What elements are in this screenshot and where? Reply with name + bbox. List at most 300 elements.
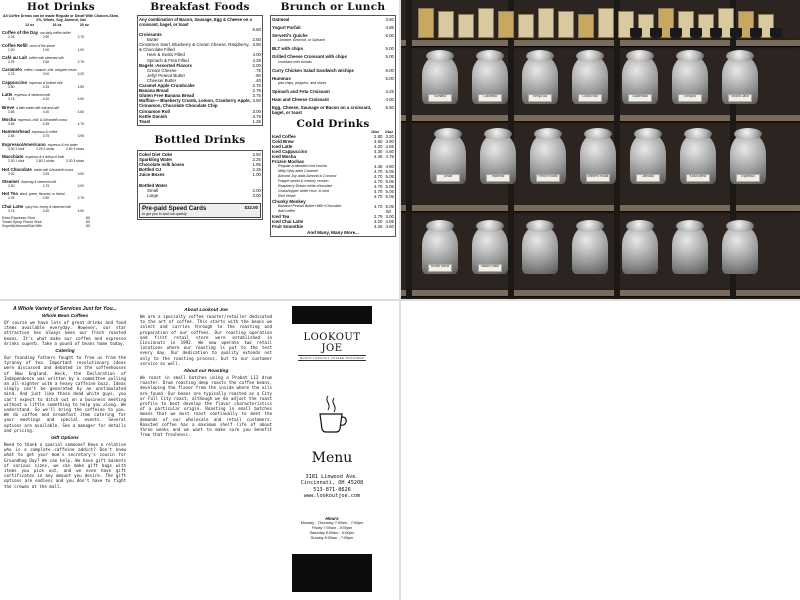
extra-row [2,224,120,228]
hot-drink-price: 3.75 [8,208,15,213]
brochure-section-text: Need to thank a special someone? Have a relative who is a complete caffeine addict? Don't know what to get your mom's secretary's cousin for Groundhog Day? We can help. We have gift baskets of various sizes, we can make gift bags with items you pick out, and we even have gift certificates in any amount you desire. The gift options are endless and you don't have to fight the crowds at the mall. [4,442,126,489]
breakfast-item-name: Bagels -Assorted Flavors [139,62,192,68]
canister-lid [534,128,562,140]
hot-drink-item [2,117,120,126]
cold-price-24: 5.05 [385,179,394,185]
brunch-item-cell [272,46,303,51]
coffee-bag [438,11,454,38]
hot-drink-price: 4.20 [42,97,50,102]
bottled-item-price: 2.25 [252,167,261,173]
address-line: 3181 Linwood Ave. [305,474,359,480]
hot-drink-prices [2,60,120,64]
cold-price-16: 4.20 [373,144,383,150]
hot-drink-price: 2.80 3 shots [66,146,84,151]
coffee-label-card: Kona Blend [686,174,710,182]
hot-drink-price: 2.25 2 shots [36,146,55,151]
cold-price-24: 5.05 [385,184,394,190]
hot-drink-prices [2,159,120,163]
coffee-label-card: Sumatra [428,94,452,102]
brunch-item-desc: croissant with tomato [278,59,312,64]
cold-item-name: Red Velvet [278,194,296,199]
brunch-row [272,97,394,102]
breakfast-item-price: 3.50 [252,98,261,104]
breakfast-item-name: Spinach & Feta Filled [147,57,189,63]
cold-item-name: Frozen Mochas [272,159,304,165]
breakfast-item-name: Cream Cheese [147,67,177,73]
hot-drink-name: Steamer [2,178,20,184]
hot-drink-name: Espresso/Americano [2,141,46,147]
coffee-label-card: Italian Roast [478,264,502,272]
coffee-shelf-photo [400,0,800,300]
cold-item-name: Raspberry Dream white chocolate [278,184,333,189]
hot-drink-name: Hot Chocolate [2,166,32,172]
brunch-title: Brunch or Lunch [280,1,386,13]
breakfast-item-price: .75 [254,67,261,73]
hot-drink-price: 4.60 [77,109,84,114]
breakfast-box [137,15,263,126]
hot-drink-desc: espresso & coffee [31,130,58,135]
cold-item-name: Milky Way adds Caramel [278,169,318,174]
hot-drink-prices [2,172,120,176]
canister-lid [676,50,704,62]
hot-drink-prices [2,35,120,39]
hours-line: Sunday 8:00am - 7:00pm [310,536,354,540]
cold-price-24: 5.05 [385,189,394,195]
brunch-item-cell [272,54,347,64]
shelf-board [400,115,800,121]
brochure-section-text: Of course we have lots of great drinks and food items available everyday. However, our star attraction has always been our fresh roasted beans. It's what make our coffee and espresso drinks superb. Take a pound of beans home today. [4,320,126,346]
cold-list [272,134,394,229]
cold-item-name: Regular a blended iced mocha [278,164,327,169]
cold-price-24: 5.05 [385,174,394,180]
bottled-water-name: Bottled Water [139,183,168,189]
hot-drink-prices [2,97,120,101]
hot-drink-price: 2.75 [77,196,84,201]
cold-item-name: Iced Chai Latte [272,219,304,225]
hot-drink-prices [2,110,120,114]
cold-price-16: 4.45 [373,164,383,170]
brunch-item-cell [272,33,325,43]
bottled-box [137,150,263,220]
hot-drink-name: Coffee Refill [2,42,28,48]
coffee-bag [538,8,554,38]
hot-drink-desc: none of the above [29,43,56,48]
cold-item-name: Banana+Peanut Butter+Milk+Chocolate [278,204,342,209]
extra-price: .50 [85,219,90,224]
water-large-label: Large [147,193,159,199]
hot-drink-name: Mocha [2,116,16,122]
hot-drink-price: 4.25 [42,84,50,89]
hot-drink-desc: our daily coffee buffet [40,31,71,36]
brunch-item-cell [272,25,301,30]
breakfast-item-price: 4.00 [252,52,261,58]
brunch-item-price: 4.95 [385,25,394,31]
hot-drink-price: 3.00 [42,72,50,77]
brochure-section-title: Whole Bean Coffees [41,314,89,319]
cold-item-name: Almond Joy adds Almond & Coconut [278,174,337,179]
coffee-label-card: Ethiopia [678,94,702,102]
hot-drink-price: 3.85 [8,109,15,114]
cold-price-24: 3.90 [385,139,394,145]
size-label: 16 oz [52,22,62,27]
breakfast-intro-price: 5.50 [252,27,261,32]
menu-panel-bottom [400,300,800,600]
cold-item-name: Iced Mocha [272,154,296,160]
brunch-item-cell [272,17,289,22]
hot-drink-price: 3.80 [8,84,15,89]
extra-price: .50 [85,224,90,229]
cold-item-name: Fruit Smoothie [272,224,303,230]
hot-drink-price: 4.35 [42,121,50,126]
hot-drink-prices [2,122,120,126]
water-small-price: 2.00 [252,188,261,194]
address-line: Cincinnati, OH 45208 [300,480,364,487]
coffee-label-card: Hazelnut [486,174,510,182]
breakfast-item-name: Kettle Danish [139,113,168,119]
coffee-label-card: Kenya AA [528,94,552,102]
mug [730,28,742,38]
hot-drink-price: 3.00 [77,183,84,188]
hot-drink-price: 2.50 [42,35,50,40]
brochure-section-title: About Lookout Joe [184,308,228,313]
bottled-item-name: Sparkling Water [139,156,173,162]
hot-drinks-column [0,0,122,229]
brochure-section-title: Catering [55,349,75,355]
cold-item-name: Iced Coffee [272,134,296,140]
hot-drink-name: Cappuccino [2,79,28,85]
coffee-label-card: House Blend [428,264,452,272]
hot-drink-name: Breve [2,104,15,110]
hot-drink-price: 3.25 [77,72,84,77]
cold-price-24: 4.55 [385,219,394,225]
brunch-column [268,0,398,238]
hot-drinks-list [2,30,120,212]
hot-drink-item [2,154,120,163]
brunch-item-price: 6.00 [385,67,394,73]
canister-lid [584,128,612,140]
services-column [4,306,126,492]
about-sections [140,308,272,437]
bottled-item-name: Bottled OJ [139,167,162,173]
address-line: www.lookoutjoe.com [303,493,361,500]
coffee-label-card: Espresso [736,174,760,182]
hot-drink-desc: espresso & frothed milk [29,80,63,85]
breakfast-intro-text: Any combination of Bacon, Sausage, Egg & Cheese on a croissant, bagel, or toast [139,17,252,27]
hot-drink-item [2,191,120,200]
hot-drink-name: Caramelo [2,67,23,73]
breakfast-item-price: 1.25 [252,118,261,124]
brunch-row [272,54,394,64]
brunch-item-cell [272,89,330,94]
shelf-post [406,0,412,300]
breakfast-item-name: Cheese/ Butter [147,77,177,83]
bottled-item-price: 2.50 [252,151,261,157]
canister-lid [734,128,762,140]
hot-drink-item [2,80,120,89]
bottled-item-name: Coke/ Diet Coke [139,151,173,157]
prepaid-price: $32.00 [244,204,258,210]
brunch-item-name: Servetti's Quiche [272,33,308,39]
hot-drink-price: 2.85 [8,134,15,139]
breakfast-item-name: Caramel Apple Crumbcake [139,83,195,89]
brunch-item-name: Grilled Cheese Croissant with chips [272,54,347,60]
brunch-item-name: Oatmeal [272,17,290,22]
hot-drink-item [2,105,120,114]
breakfast-item-price: 2.00 [252,62,261,68]
hot-drink-desc: a latte made with half-and-half [16,105,59,110]
cold-price-16: 4.25 [373,224,383,230]
hot-drink-price: 2.75 [8,72,15,77]
brunch-row [272,89,394,94]
canister-lid [676,220,704,232]
hot-drink-price: 2.00 1 shot [8,146,25,151]
hot-drink-item [2,67,120,76]
brunch-item-price: 5.00 [385,75,394,81]
menu-panel-top [0,0,400,300]
shelf-board [400,205,800,211]
brunch-item-price: 5.50 [385,105,394,111]
bottled-item-name: Juice Boxes [139,172,165,178]
cold-price-16: 4.30 [373,149,383,155]
brunch-item-cell [272,105,382,115]
brochure-section-title: About our Roasting [183,369,229,375]
hot-drink-desc: coffee with steamed milk [28,55,64,60]
prepaid-title: Pre-paid Speed Cards [142,204,207,212]
coffee-label-card: Costa Rica [578,94,602,102]
breakfast-item-price: 3.00 [252,108,261,114]
breakfast-item-price: .50 [254,72,261,78]
brunch-item-price: 4.00 [385,97,394,103]
address-line: 513-871-8626 [313,486,351,493]
breakfast-item-price: 2.50 [252,37,261,43]
breakfast-list [139,27,261,124]
hot-drinks-note: All Coffee Drinks can be made Regular or Decaf With Choices-Skim, 2%, Whole, Soy, Almond, Oat [3,14,119,23]
cold-item-name: Frappe sweet & creamy version [278,179,329,184]
cover-page [292,306,372,592]
hot-drink-item [2,30,120,39]
services-sections [4,314,126,489]
mug [770,28,782,38]
logo-subtitle: MOUNT LOOKOUT COFFEE ROASTERS [299,356,365,360]
brochure-section-text: We are a specialty coffee roaster/retailer dedicated to the art of coffee. This starts with the beans we select and carries through to the roasting and preparation of our coffees. Our roasting operation and first retail store were established in Cincinnati in 1992. We now operate two retail locations where our roasting is put to the test every day. Our dedication to quality extends not only to the roasting process, but to our customer service as well. [140,314,272,366]
brunch-item-name: Ham and Cheese Croissant [272,97,329,103]
cover-top-band [292,306,372,324]
canister-lid [526,50,554,62]
breakfast-item-name: Croissants [139,32,162,38]
hot-drink-item [2,129,120,138]
cold-price-16: 4.70 [373,184,383,190]
breakfast-item-name: Cinnamon Roll [139,108,170,114]
coffee-canister [572,226,608,274]
hot-drink-desc: espresso & steamed milk [14,93,51,98]
hot-drink-name: Chai Latte [2,203,24,209]
hot-drinks-title: Hot Drinks [27,1,95,13]
coffee-label-card: French Roast [536,174,560,182]
breakfast-item-name: Gluten Free Banana Bread [139,93,195,99]
brochure-section-title: Gift Options [51,436,79,442]
coffee-label-card: Winter's Roast [586,174,610,182]
brunch-row [272,76,394,86]
brunch-box [270,15,396,237]
hot-drink-price: 3.65 [8,121,15,126]
hot-drink-price: 3.75 [8,97,15,102]
hot-drink-prices [2,209,120,213]
hot-drink-price: 2.00 1 shot [8,159,25,164]
cold-price-24: 5.05 [385,204,394,210]
shelf-board [400,40,800,46]
breakfast-intro [139,17,261,27]
cold-item-name: Cold Brew [272,139,294,145]
hours-line: Friday 7:00am - 9:00pm [311,526,353,530]
canister-lid [426,50,454,62]
hot-drink-desc: coffee, caramel, milk, whipped cream [24,68,77,73]
cover-menu-word: Menu [311,450,353,466]
canister-lid [434,128,462,140]
brunch-row [272,46,394,51]
shelf-board [400,290,800,296]
brunch-list [272,17,394,115]
bottled-water-large [139,193,261,198]
coffee-label-card: Decaf [436,174,460,182]
breakfast-item-name: Ham & Swiss Filled [147,52,185,58]
hot-drink-item [2,55,120,64]
canister-lid [576,220,604,232]
hot-drink-name: Hammerhead [2,129,30,135]
breakfast-column [135,0,265,221]
cold-price-24: 5.05 [385,194,394,200]
breakfast-title: Breakfast Foods [150,1,250,13]
hot-drink-prices [2,134,120,138]
water-large-price: 3.00 [252,193,261,199]
hot-drink-price: 2.75 [77,35,84,40]
brochure-section-text: We roast in small batches using a Probat L12 drum roaster. Drum roasting deep roasts the coffee beans, developing the flavor from the inside where the oils are found. Our beans are typically roasted as a City or Full City roast, although we do adjust the roast profile to best develop the flavor characteristics of a particular origin. Roasting in small batches means that we must roast continually to meet the demands of our wholesale and retail customers. Roasted coffee has a maximum shelf life of about three weeks and we want to make sure you benefit from that freshness. [140,375,272,438]
coffee-label-card: Guatemala [628,94,652,102]
hot-drink-item [2,43,120,52]
cold-price-16: 2.80 [373,134,383,140]
coffee-bag [598,8,614,38]
canister-lid [626,220,654,232]
cold-price-16: 2.75 [373,214,383,220]
cold-price-16: 4.45 [373,154,383,160]
hot-drink-name: Coffee of the Day [2,30,39,36]
brunch-item-cell [272,76,326,86]
hot-drink-price: 4.50 [77,208,84,213]
breakfast-row [139,119,261,124]
mug [650,28,662,38]
canister-lid [484,128,512,140]
coffee-label-card: Jamaica [636,174,660,182]
hot-drink-price: 4.55 [77,84,84,89]
canister-lid [526,220,554,232]
brunch-item-cell [272,68,354,73]
cold-footer: And Many, Many More... [307,230,359,236]
hours-lines [292,521,372,541]
brunch-row [272,25,394,30]
prepaid-card-box [139,203,261,218]
brunch-item-name: BLT with chips [272,46,303,52]
hot-drink-price: 1.00 [42,47,50,52]
brochure-cover [292,306,372,592]
services-heading: A Whole Variety of Services Just for You... [13,306,117,312]
coffee-canister [672,226,708,274]
cold-price-16: 4.70 [373,174,383,180]
cold-price-16: 4.70 [373,189,383,195]
bottled-item-price: 1.85 [252,161,261,167]
bottled-list [139,152,261,177]
canister-lid [726,220,754,232]
about-column [140,306,272,440]
canister-lid [634,128,662,140]
coffee-bag [518,14,534,38]
extra-name: Extra Espresso Shot [2,215,35,220]
canister-lid [684,128,712,140]
cold-price-16: 4.70 [373,179,383,185]
hot-drink-prices [2,196,120,200]
brunch-item-price: 3.50 [385,17,394,22]
brunch-item-cell [272,97,329,102]
cold-price-24: 4.80 [385,164,394,170]
water-small-label: Small [147,188,158,194]
hot-drink-item [2,179,120,188]
hot-drink-price: 4.50 [77,97,84,102]
hot-drink-price: 3.75 [42,134,50,139]
hot-drink-price: 2.25 [8,59,15,64]
hot-drink-name: Latte [2,92,13,98]
cold-item-name: Iced Latte [272,144,293,150]
extra-price: .60 [85,215,90,220]
brunch-item-name: Spinach and Feta Croissant [272,88,330,94]
hot-drink-price: 3.00 [8,171,15,176]
bottled-item-name: Chocolate milk boxes [139,161,185,167]
hot-drink-price: 2.80 2 shots [36,159,55,164]
hot-drink-price: 3.25 [42,171,50,176]
extra-name: Torani Syrup Flavor Shot [2,219,42,224]
hot-drink-item [2,204,120,213]
canister-lid [476,220,504,232]
cold-price-24: 4.75 [385,154,394,160]
brochure-section-text: Our founding fathers fought to free us from the tyranny of tea. Important revolutionary ideas were discussed and debated in the coffeehouses of New England. Heck, the Declaration of Independence was written by a committee pulling an all-nighter with a heavy caffeine buzz. Ideas simply can't be generated by an unstimulated mind. And just like those dead white guys, you can't expect to ditch out on a business meeting without a little something to help you along. We understand. So we'll bring the caffeine to you. We do coffee and breakfast item catering for your meetings and special events. Several options are available. See a manager for details and pricing. [4,355,126,433]
brunch-item-price: 5.00 [385,54,394,60]
prepaid-subtitle: to get you in and out quickly [142,211,187,216]
coffee-bag [458,14,474,38]
cold-price-16: .50 [384,209,391,215]
hot-size-header [2,23,120,27]
brunch-item-price: 5.00 [385,46,394,52]
hot-drink-desc: espresso & a dollop of froth [25,155,65,160]
cold-price-16: 4.20 [373,219,383,225]
brunch-item-desc: pita chips, peppers, and olives [278,80,327,85]
brunch-row [272,68,394,73]
cold-item-name: Add coffee [278,209,296,214]
hours-line: Saturday 8:00am - 9:00pm [309,531,355,535]
breakfast-item-price: 2.75 [252,88,261,94]
breakfast-row [139,98,261,108]
hot-drink-item [2,142,120,151]
cold-item-prices [374,224,394,229]
hours-line: Monday - Thursday 7:00am - 7:00pm [300,521,364,525]
canister-lid [426,220,454,232]
hot-drink-price: 2.25 [8,196,15,201]
hot-drink-price: 4.30 [42,109,50,114]
hot-drink-price: 3.50 [77,171,84,176]
hot-drink-price: 2.50 [8,183,15,188]
hot-drink-price: 1.00 [77,47,84,52]
hot-drink-price: 2.25 [8,35,15,40]
coffee-bag [418,8,434,38]
cold-price-24: 4.60 [385,224,394,230]
cold-price-24: 3.00 [385,214,394,220]
brunch-item-price: 6.00 [385,33,394,39]
